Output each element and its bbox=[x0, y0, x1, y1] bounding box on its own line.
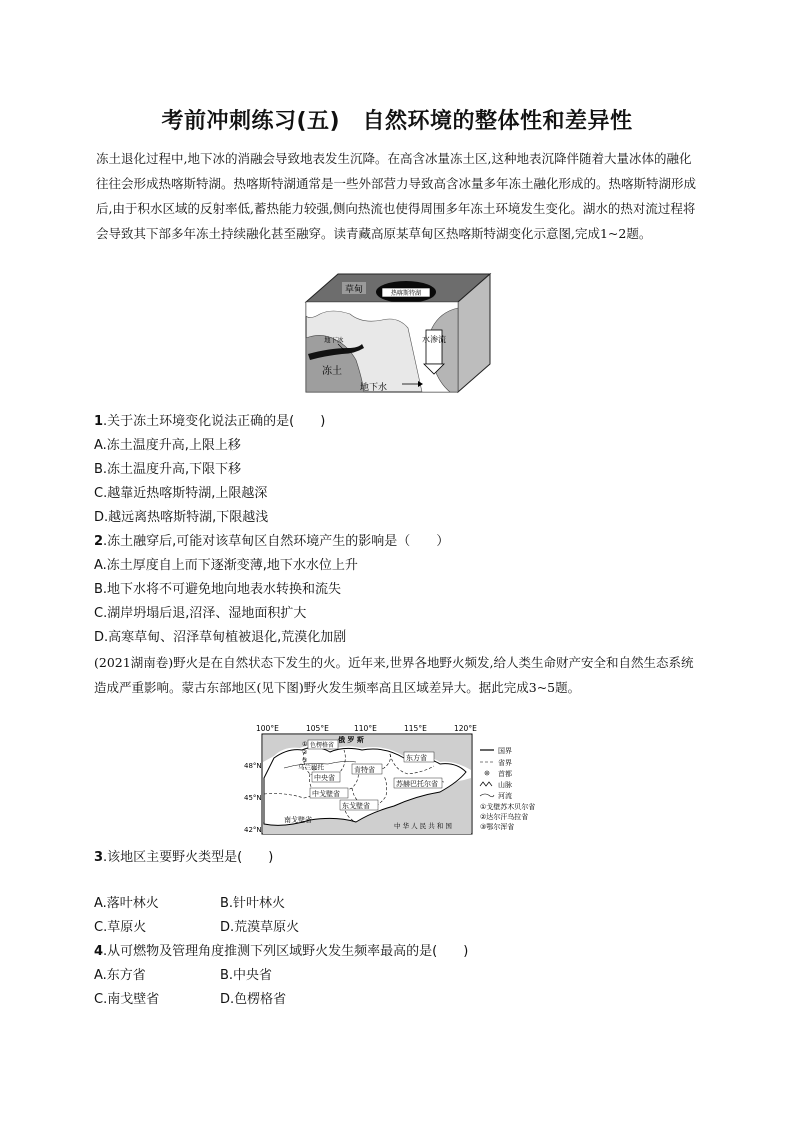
option-b: B.地下水将不可避免地向地表水转换和流失 bbox=[94, 582, 342, 597]
option-d: D.荒漠草原火 bbox=[220, 920, 300, 935]
lon-label: 120°E bbox=[454, 724, 477, 733]
option-c: C.草原火 bbox=[94, 920, 147, 935]
capital-label: 乌兰巴托 bbox=[298, 763, 324, 771]
option-c: C.越靠近热喀斯特湖,上限越深 bbox=[94, 486, 268, 501]
thermokarst-diagram bbox=[302, 268, 492, 396]
country-russia-label: 俄 罗 斯 bbox=[338, 736, 364, 744]
legend-note-1: ①戈壁苏木贝尔省 bbox=[480, 803, 536, 811]
question-stem: .从可燃物及管理角度推测下列区域野火发生频率最高的是( ) bbox=[103, 944, 469, 959]
mongolia-map bbox=[244, 722, 584, 838]
option-b: B.中央省 bbox=[220, 968, 273, 983]
question-4 bbox=[94, 940, 468, 959]
passage-wildfire: (2021湖南卷)野火是在自然状态下发生的火。近年来,世界各地野火频发,给人类生命财产安全和自然生态系统造成严重影响。蒙古东部地区(见下图)野火发生频率高且区域差异大。据此完成3~5题。 bbox=[94, 655, 694, 695]
question-number: 4 bbox=[94, 944, 104, 959]
marker-1: ① bbox=[302, 741, 308, 748]
ground-ice-label: 地下冰 bbox=[324, 336, 344, 344]
lat-label: 42°N bbox=[244, 826, 262, 834]
marker-2: ② bbox=[302, 749, 308, 756]
legend-capital: 首都 bbox=[498, 770, 512, 778]
legend-province-border: 省界 bbox=[498, 759, 512, 767]
option-b: B.针叶林火 bbox=[220, 896, 286, 911]
province-sukhbaatar: 苏赫巴托尔省 bbox=[396, 780, 438, 788]
legend-note-3: ③鄂尔浑省 bbox=[480, 823, 515, 831]
question-number: 3 bbox=[94, 850, 104, 865]
seepage-label: 水渗流 bbox=[422, 335, 446, 344]
lat-label: 45°N bbox=[244, 794, 262, 802]
legend-river: 河流 bbox=[498, 792, 512, 800]
legend-border: 国界 bbox=[498, 747, 512, 755]
passage-intro: 冻土退化过程中,地下冰的消融会导致地表发生沉降。在高含冰量冻土区,这种地表沉降伴随着大量冰体的融化往往会形成热喀斯特湖。热喀斯特湖通常是一些外部营力导致高含冰量多年冻土融化形成的。热喀斯特湖形成后,由于积水区域的反射率低,蓄热能力较强,侧向热流也使得周围多年冻土环境发生变化。湖水的热对流过程将会导致其下部多年冻土持续融化甚至融穿。读青藏高原某草甸区热喀斯特湖变化示意图,完成1~2题。 bbox=[96, 151, 697, 241]
province-dundgovi: 中戈壁省 bbox=[312, 790, 340, 798]
province-dornod: 东方省 bbox=[406, 754, 427, 762]
meadow-label: 草甸 bbox=[344, 285, 364, 295]
lon-label: 105°E bbox=[306, 724, 329, 733]
permafrost-label: 冻土 bbox=[322, 366, 342, 377]
option-a: A.落叶林火 bbox=[94, 896, 159, 911]
legend-note-2: ②达尔汗乌拉省 bbox=[480, 813, 529, 821]
country-china-label: 中 华 人 民 共 和 国 bbox=[394, 822, 452, 830]
lon-label: 110°E bbox=[354, 724, 377, 733]
question-stem: .该地区主要野火类型是( ) bbox=[103, 850, 274, 865]
option-a: A.冻土厚度自上而下逐渐变薄,地下水水位上升 bbox=[94, 558, 358, 573]
option-d: D.越远离热喀斯特湖,下限越浅 bbox=[94, 510, 269, 525]
option-c: C.湖岸坍塌后退,沼泽、湿地面积扩大 bbox=[94, 606, 307, 621]
lake-label: 热喀斯特湖 bbox=[390, 290, 422, 297]
option-c: C.南戈壁省 bbox=[94, 992, 160, 1007]
province-dornogovi: 东戈壁省 bbox=[342, 802, 370, 810]
province-omnogovi: 南戈壁省 bbox=[284, 816, 312, 824]
question-stem: .冻土融穿后,可能对该草甸区自然环境产生的影响是（ ） bbox=[103, 534, 450, 549]
province-khentii: 肯特省 bbox=[354, 766, 375, 774]
option-a: A.冻土温度升高,上限上移 bbox=[94, 438, 241, 453]
option-b: B.冻土温度升高,下限下移 bbox=[94, 462, 242, 477]
marker-3: ③ bbox=[302, 757, 308, 764]
page-title: 考前冲刺练习(五) 自然环境的整体性和差异性 bbox=[161, 109, 633, 134]
question-number: 1 bbox=[94, 414, 104, 429]
question-stem: .关于冻土环境变化说法正确的是( ) bbox=[103, 414, 326, 429]
lat-label: 48°N bbox=[244, 762, 262, 770]
province-tov: 中央省 bbox=[314, 774, 335, 782]
lon-label: 100°E bbox=[256, 724, 279, 733]
option-d: D.色楞格省 bbox=[220, 992, 287, 1007]
question-1 bbox=[94, 410, 325, 429]
province-selenge: 色楞格省 bbox=[310, 742, 335, 749]
option-d: D.高寒草甸、沼泽草甸植被退化,荒漠化加剧 bbox=[94, 630, 347, 645]
option-a: A.东方省 bbox=[94, 968, 146, 983]
groundwater-label: 地下水 bbox=[360, 383, 388, 393]
question-number: 2 bbox=[94, 534, 104, 549]
question-3 bbox=[94, 846, 273, 865]
lon-label: 115°E bbox=[404, 724, 427, 733]
question-2 bbox=[94, 530, 449, 549]
legend-mountain: 山脉 bbox=[498, 781, 512, 789]
